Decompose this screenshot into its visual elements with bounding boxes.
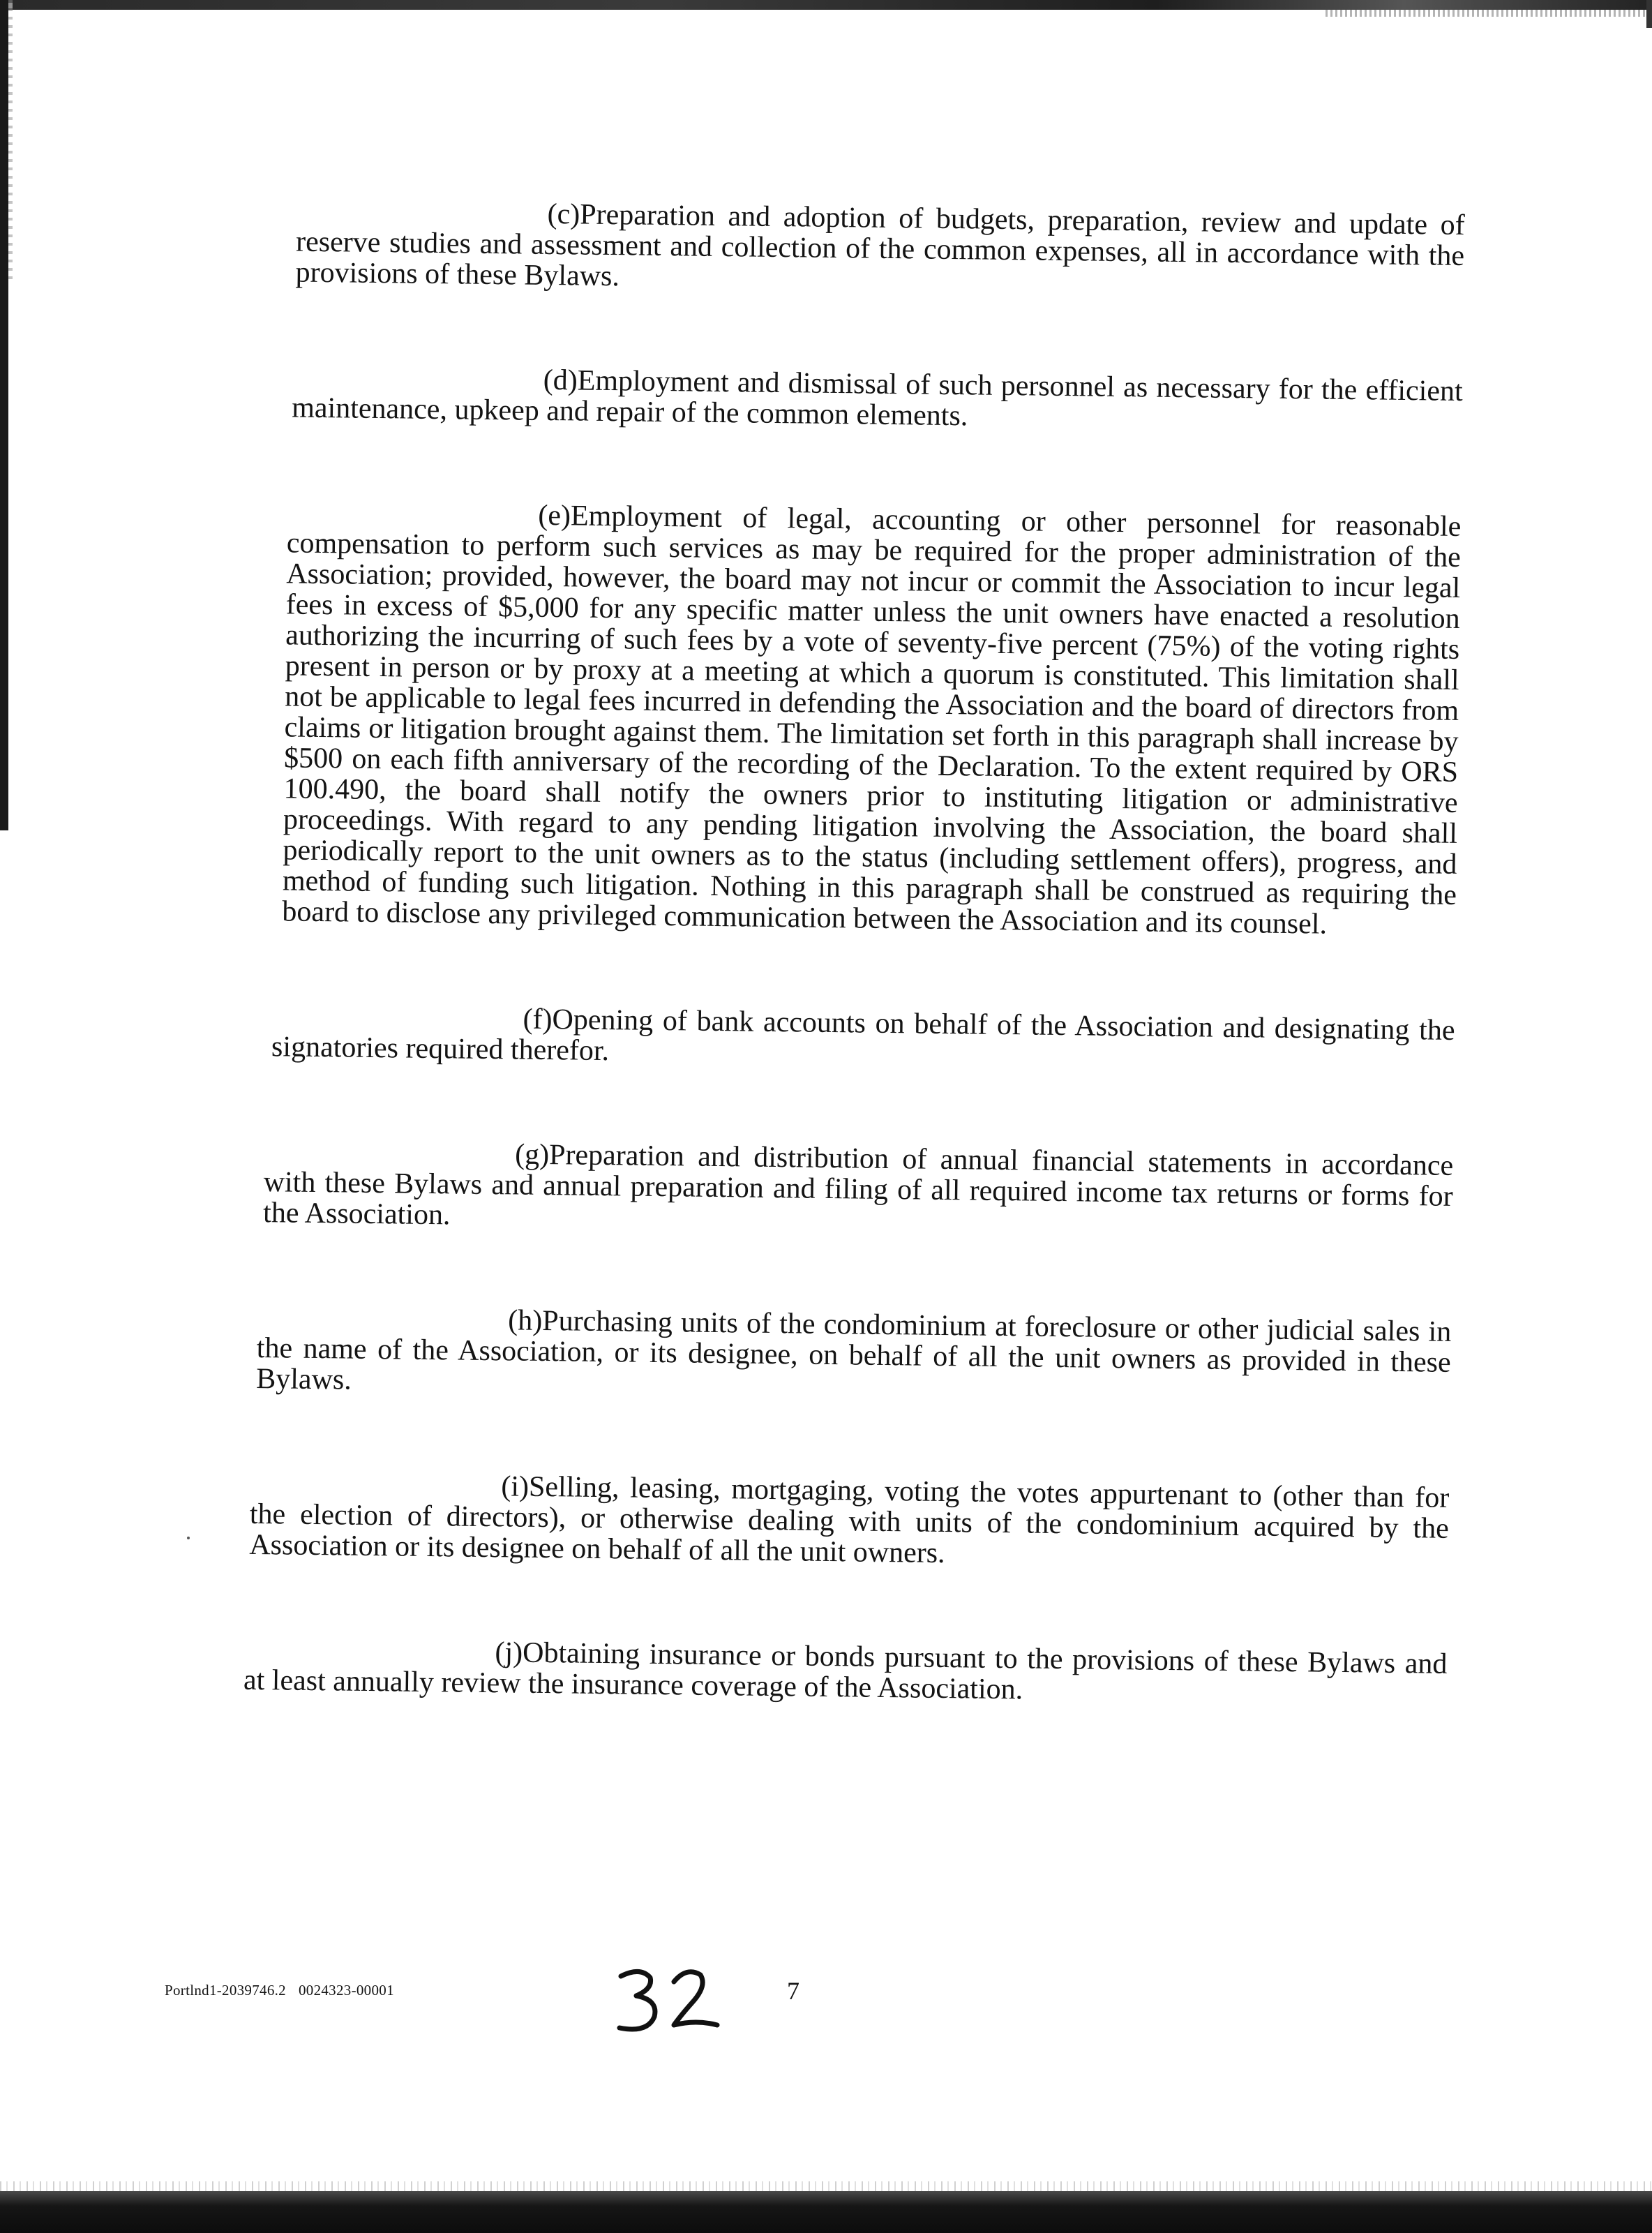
paragraph-text: Obtaining insurance or bonds pursuant to the provisions of these Bylaws and at least annually review the insurance coverage of the Association. (243, 1636, 1448, 1706)
paragraph-text: Selling, leasing, mortgaging, voting the votes appurtenant to (other than for the election of directors), or otherwise dealing with units of the condominium acquired by the Association or its designee on behalf of all the unit owners. (249, 1470, 1450, 1570)
handwritten-page-number (606, 1961, 731, 2038)
document-body (243, 195, 1465, 1710)
paragraph-text: Preparation and adoption of budgets, preparation, review and update of reserve studies and assessment and collection of the common expenses, all in accordance with the provisions of these Bylaws. (295, 198, 1465, 293)
paragraph-c (295, 196, 1464, 302)
scan-speck (187, 1537, 190, 1539)
paragraph-label: (e) (538, 499, 571, 532)
paragraph-text: Purchasing units of the condominium at foreclosure or other judicial sales in the name of the Association, or its designee, on behalf of all the unit owners as provided in these Bylaws. (255, 1304, 1452, 1396)
page-number: 7 (787, 1977, 799, 2005)
paragraph-label: (g) (514, 1138, 550, 1172)
paragraph-text: Employment and dismissal of such personnel as necessary for the efficient maintenance, upkeep and repair of the common elements. (292, 364, 1463, 433)
document-identifier (165, 1982, 394, 1999)
paragraph-label: (f) (523, 1003, 553, 1036)
paragraph-label: (c) (547, 197, 580, 231)
scan-left-noise (8, 0, 13, 279)
paragraph-text: Preparation and distribution of annual financial statements in accordance with these Bylaws and annual preparation and filing of all required income tax returns or forms for the Association. (262, 1139, 1454, 1232)
scan-bottom-edge (0, 2191, 1652, 2233)
paragraph-f (271, 1001, 1455, 1077)
paragraph-text: Opening of bank accounts on behalf of the Association and designating the signatories required therefor. (271, 1003, 1455, 1068)
paragraph-label: (h) (508, 1304, 543, 1337)
paragraph-i (249, 1468, 1449, 1575)
scan-left-edge (0, 0, 8, 830)
doc-id: Portlnd1-2039746.2 (165, 1982, 286, 1999)
paragraph-label: (j) (495, 1636, 523, 1669)
paragraph-label: (d) (543, 364, 578, 397)
matter-id: 0024323-00001 (298, 1982, 394, 1999)
paragraph-d (292, 361, 1463, 437)
paragraph-j (243, 1634, 1448, 1710)
scan-top-edge (0, 0, 1652, 10)
scan-top-noise (1326, 10, 1652, 17)
paragraph-text: Employment of legal, accounting or other personnel for reasonable compensation to perform such services as may be required for the proper administration of the Association; provided, however, the board may not incur or commit the Association to incur legal fees in excess of $5,000 for any specific matter unless the unit owners have enacted a resolution authorizing the incurring of such fees by a vote of seventy-five percent (75%) of the voting rights present in person or by proxy at a meeting at which a quorum is constituted. This limitation shall not be applicable to legal fees incurred in defending the Association and the board of directors from claims or litigation brought against them. The limitation set forth in this paragraph shall increase by $500 on each fifth anniversary of the recording of the Declaration. To the extent required by ORS 100.490, the board shall notify the owners prior to instituting litigation or administrative proceedings. With regard to any pending litigation involving the Association, the board shall periodically report to the unit owners as to the status (including settlement offers), progress, and method of funding such litigation. Nothing in this paragraph shall be construed as requiring the board to disclose any privileged communication between the Association and its counsel. (282, 500, 1462, 941)
scan-right-speck (1646, 0, 1652, 28)
paragraph-g (263, 1136, 1453, 1243)
paragraph-label: (i) (501, 1470, 530, 1503)
paragraph-h (256, 1302, 1451, 1409)
paragraph-e (282, 497, 1461, 941)
